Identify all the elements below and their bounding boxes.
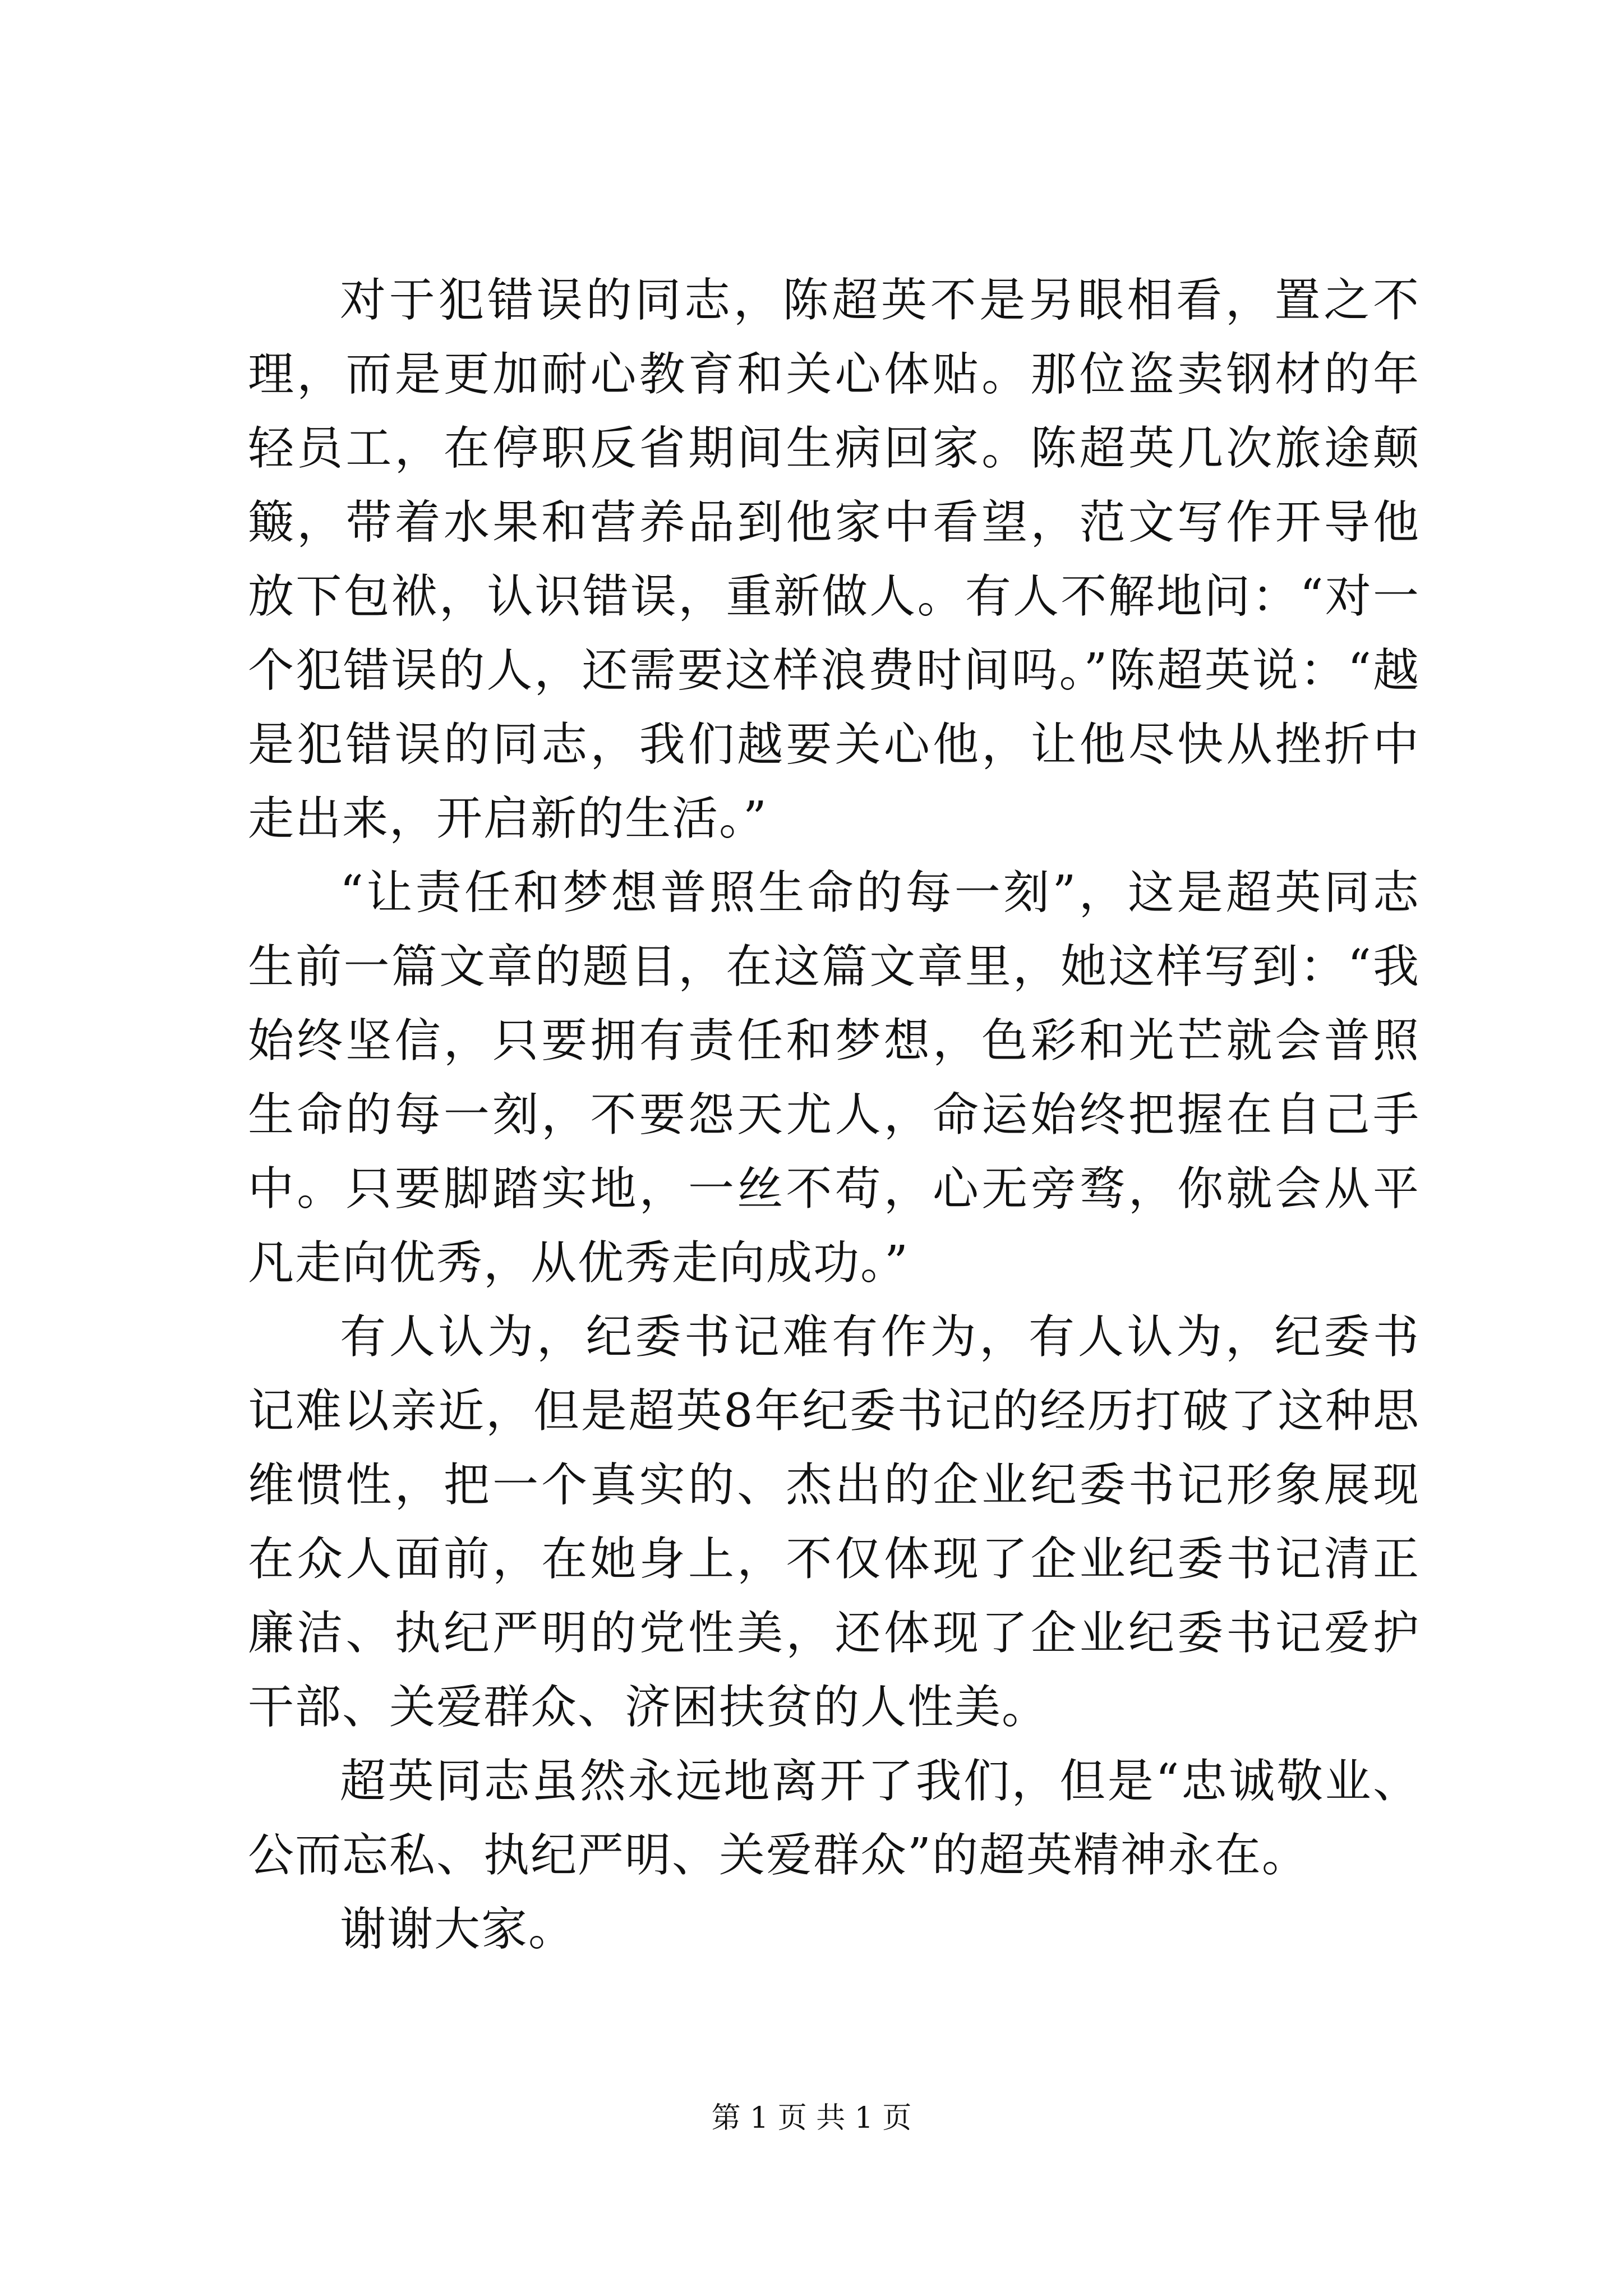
- document-body: [248, 264, 1420, 1967]
- paragraph-2: “让责任和梦想普照生命的每一刻”，这是超英同志生前一篇文章的题目，在这篇文章里，她这样写到：“我始终坚信，只要拥有责任和梦想，色彩和光芒就会普照生命的每一刻，不要怨天尤人，命运始终把握在自己手中。只要脚踏实地，一丝不苟，心无旁骛，你就会从平凡走向优秀，从优秀走向成功。”: [248, 866, 1420, 1290]
- paragraph-5: 谢谢大家。: [340, 1903, 576, 1956]
- paragraph-3: 有人认为，纪委书记难有作为，有人认为，纪委书记难以亲近，但是超英8年纪委书记的经历打破了这种思维惯性，把一个真实的、杰出的企业纪委书记形象展现在众人面前，在她身上，不仅体现了企业纪委书记清正廉洁、执纪严明的党性美，还体现了企业纪委书记爱护干部、关爱群众、济困扶贫的人性美。: [248, 1310, 1420, 1734]
- paragraph-4: 超英同志虽然永远地离开了我们，但是“忠诚敬业、公而忘私、执纪严明、关爱群众”的超英精神永在。: [248, 1755, 1420, 1882]
- paragraph-1: 对于犯错误的同志，陈超英不是另眼相看，置之不理，而是更加耐心教育和关心体贴。那位盗卖钢材的年轻员工，在停职反省期间生病回家。陈超英几次旅途颠簸，带着水果和营养品到他家中看望，范文写作开导他放下包袱，认识错误，重新做人。有人不解地问：“对一个犯错误的人，还需要这样浪费时间吗。”陈超英说：“越是犯错误的同志，我们越要关心他，让他尽快从挫折中走出来，开启新的生活。”: [248, 274, 1420, 845]
- page-footer: 第 1 页 共 1 页: [711, 2101, 912, 2135]
